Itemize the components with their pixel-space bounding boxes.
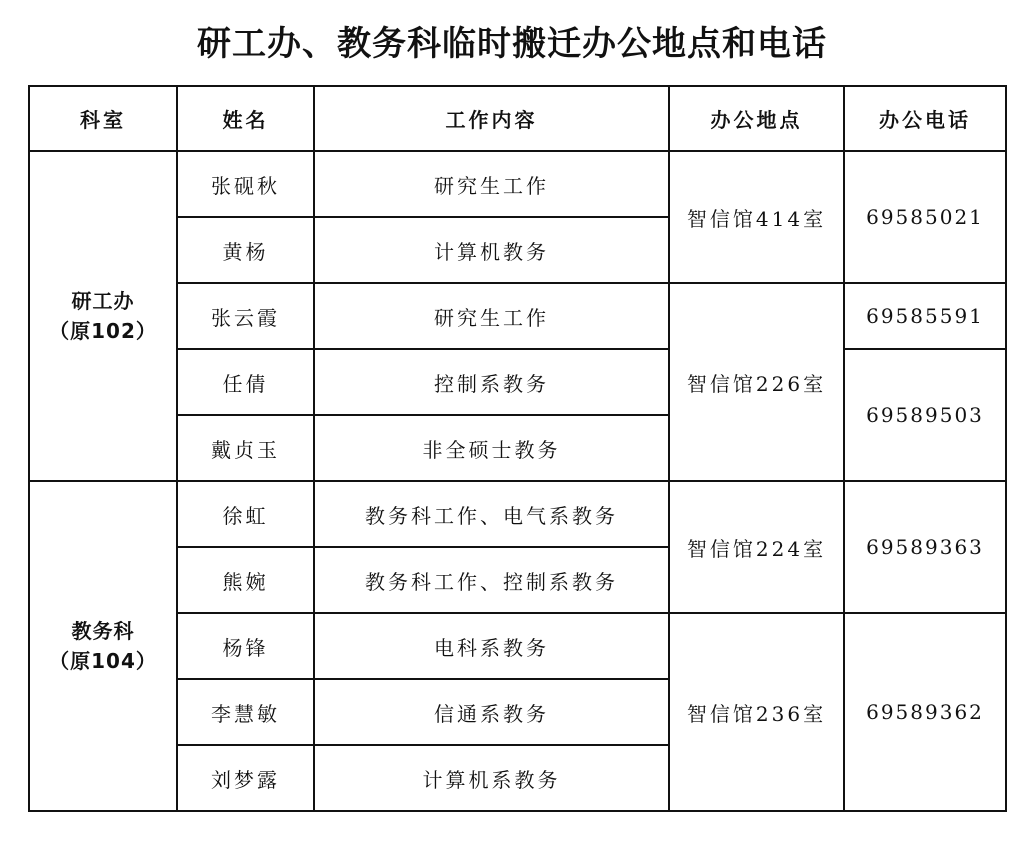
phone-cell: 69589503: [844, 349, 1006, 481]
location-cell: 智信馆414室: [669, 151, 844, 283]
name-cell: 任倩: [177, 349, 314, 415]
work-cell: 教务科工作、电气系教务: [314, 481, 669, 547]
header-name: 姓名: [177, 86, 314, 151]
name-cell: 张云霞: [177, 283, 314, 349]
work-cell: 电科系教务: [314, 613, 669, 679]
name-cell: 徐虹: [177, 481, 314, 547]
office-table: [28, 85, 1007, 812]
phone-cell: 69589362: [844, 613, 1006, 811]
header-phone: 办公电话: [844, 86, 1006, 151]
department-former-room: （原102）: [49, 319, 157, 343]
header-work: 工作内容: [314, 86, 669, 151]
table-row: [29, 481, 1006, 547]
name-cell: 熊婉: [177, 547, 314, 613]
department-former-room: （原104）: [49, 649, 157, 673]
work-cell: 研究生工作: [314, 151, 669, 217]
name-cell: 戴贞玉: [177, 415, 314, 481]
department-cell: [29, 151, 177, 481]
phone-cell: 69585591: [844, 283, 1006, 349]
work-cell: 控制系教务: [314, 349, 669, 415]
work-cell: 计算机系教务: [314, 745, 669, 811]
name-cell: 刘梦露: [177, 745, 314, 811]
location-cell: 智信馆236室: [669, 613, 844, 811]
phone-cell: 69585021: [844, 151, 1006, 283]
work-cell: 计算机教务: [314, 217, 669, 283]
department-name: 教务科: [71, 619, 135, 643]
department-name: 研工办: [71, 289, 135, 313]
work-cell: 教务科工作、控制系教务: [314, 547, 669, 613]
table-row: [29, 151, 1006, 217]
name-cell: 李慧敏: [177, 679, 314, 745]
work-cell: 研究生工作: [314, 283, 669, 349]
location-cell: 智信馆224室: [669, 481, 844, 613]
location-cell: 智信馆226室: [669, 283, 844, 481]
table-header-row: [29, 86, 1006, 151]
phone-cell: 69589363: [844, 481, 1006, 613]
header-department: 科室: [29, 86, 177, 151]
header-location: 办公地点: [669, 86, 844, 151]
department-cell: [29, 481, 177, 811]
work-cell: 非全硕士教务: [314, 415, 669, 481]
work-cell: 信通系教务: [314, 679, 669, 745]
name-cell: 张砚秋: [177, 151, 314, 217]
name-cell: 黄杨: [177, 217, 314, 283]
page-title: 研工办、教务科临时搬迁办公地点和电话: [197, 24, 827, 64]
name-cell: 杨锋: [177, 613, 314, 679]
